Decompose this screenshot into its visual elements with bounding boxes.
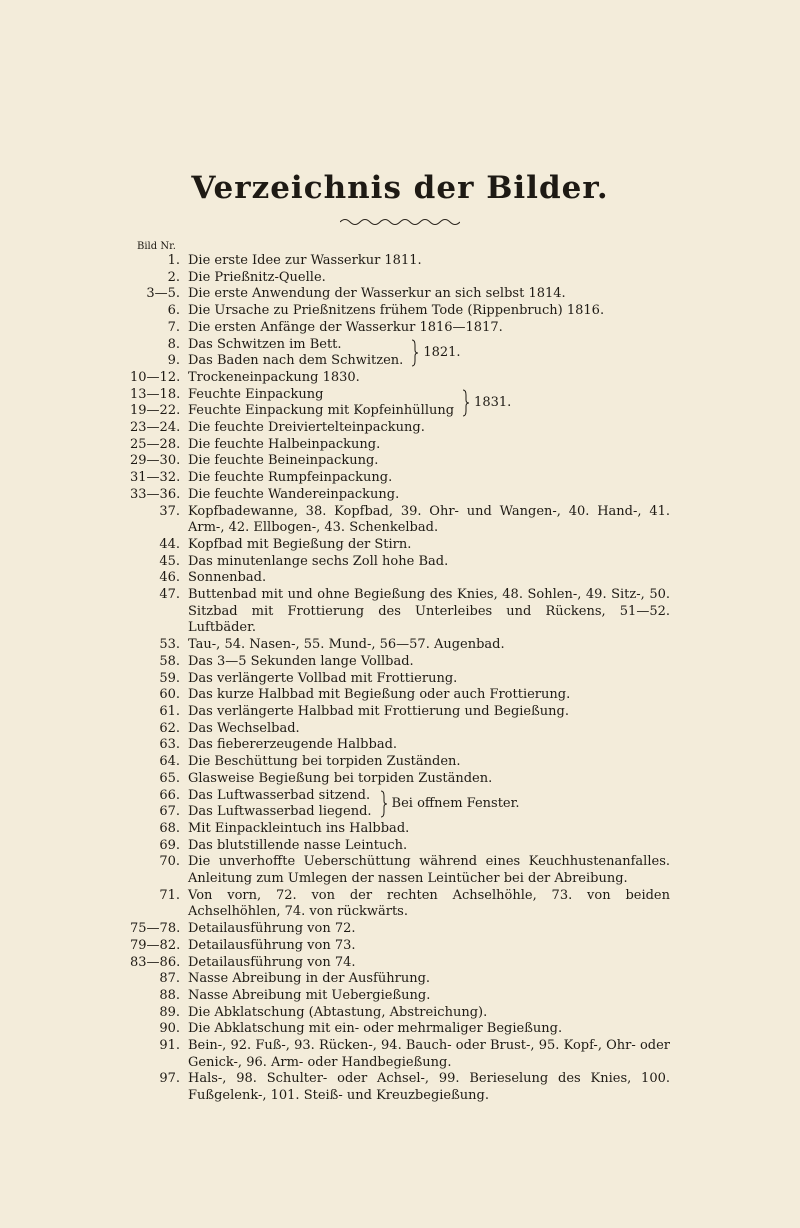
bracket-label: 1831. [474, 394, 512, 410]
entry-text: Das fiebererzeugende Halbbad. [188, 737, 398, 753]
list-item [130, 504, 670, 537]
list-item [130, 821, 670, 838]
entry-text: Feuchte Einpackung mit Kopfeinhüllung [188, 403, 455, 419]
list-item [130, 320, 670, 337]
entry-text: Das 3—5 Sekunden lange Vollbad. [188, 653, 414, 669]
bracket-label: 1821. [423, 344, 461, 360]
entry-text: Sonnenbad. [188, 570, 267, 586]
list-item [130, 370, 670, 387]
entry-number: 62. [159, 720, 180, 736]
entry-number: 89. [159, 1004, 180, 1020]
entry-text: Nasse Abreibung in der Ausführung. [188, 971, 431, 987]
list-item [130, 721, 670, 738]
entry-number: 67. [159, 804, 180, 820]
list-item [130, 554, 670, 571]
entry-text: Buttenbad mit und ohne Begießung des Knies, 48. Sohlen-, 49. Sitz-, 50. Sitzbad mit Frottierung des Unterleibes und Rückens, 51—52. Luftbäder. [188, 587, 670, 636]
entry-number: 1. [167, 253, 180, 268]
entry-number: 53. [159, 637, 180, 653]
entry-text: Das kurze Halbbad mit Begießung oder auch Frottierung. [188, 687, 571, 703]
list-item [130, 587, 670, 637]
entry-list-a [130, 253, 670, 337]
right-brace [411, 339, 419, 367]
entry-text: Die erste Anwendung der Wasserkur an sich selbst 1814. [188, 286, 566, 302]
entry-text: Die erste Idee zur Wasserkur 1811. [188, 253, 422, 268]
entry-text: Die feuchte Beineinpackung. [188, 453, 379, 469]
entry-text: Das Schwitzen im Bett. [188, 336, 342, 352]
list-item [130, 303, 670, 320]
entry-text: Die Prießnitz-Quelle. [188, 269, 326, 285]
entry-text: Das Luftwasserbad liegend. [188, 804, 372, 820]
entry-text: Nasse Abreibung mit Uebergießung. [188, 987, 431, 1003]
entry-number: 29—30. [130, 453, 181, 469]
list-item [130, 437, 670, 454]
entry-number: 58. [159, 653, 180, 669]
list-item [130, 1005, 670, 1022]
list-item [130, 1021, 670, 1038]
list-item [130, 938, 670, 955]
entry-number: 65. [159, 770, 180, 786]
list-item [130, 537, 670, 554]
list-item [130, 403, 454, 420]
entry-number: 68. [159, 820, 180, 836]
entry-text: Detailausführung von 72. [188, 921, 356, 937]
entry-text: Feuchte Einpackung [188, 386, 324, 402]
entry-number: 61. [159, 703, 180, 719]
entry-number: 8. [167, 336, 180, 352]
entry-number: 97. [159, 1071, 180, 1087]
table-of-contents [130, 253, 670, 1105]
entry-text: Die feuchte Wandereinpackung. [188, 486, 400, 502]
list-item [130, 253, 670, 270]
list-item [130, 771, 670, 788]
list-item [130, 1071, 670, 1104]
list-item [130, 754, 670, 771]
entry-text: Die unverhoffte Ueberschüttung während eines Keuchhustenanfalles. Anleitung zum Umlegen der nassen Leintücher bei der Abreibung. [188, 854, 670, 887]
entry-text: Das verlängerte Halbbad mit Frottierung und Begießung. [188, 703, 569, 719]
list-item [130, 654, 670, 671]
list-item [130, 971, 670, 988]
entry-number: 19—22. [130, 403, 181, 419]
entry-number: 83—86. [130, 954, 181, 970]
wavy-rule-ornament [340, 217, 460, 227]
entry-number: 6. [167, 303, 180, 319]
page-title: Verzeichnis der Bilder. [191, 170, 609, 206]
list-item [130, 671, 670, 688]
entry-list-c [130, 821, 670, 1105]
entry-text: Das Wechselbad. [188, 720, 300, 736]
list-item [130, 788, 372, 805]
entry-text: Die Beschüttung bei torpiden Zuständen. [188, 754, 461, 770]
list-item [130, 270, 670, 287]
column-header: Bild Nr. [137, 241, 176, 252]
entry-number: 59. [159, 670, 180, 686]
list-item [130, 955, 670, 972]
entry-number: 46. [159, 570, 180, 586]
entry-text: Hals-, 98. Schulter- oder Achsel-, 99. Berieselung des Knies, 100. Fußgelenk-, 101. Steiß- und Kreuzbegießung. [188, 1071, 670, 1104]
list-item [130, 337, 403, 354]
entry-number: 64. [159, 754, 180, 770]
entry-number: 60. [159, 687, 180, 703]
bracket-label: Bei offnem Fenster. [391, 795, 520, 811]
bracket-group-1831 [130, 387, 670, 420]
entry-text: Kopfbad mit Begießung der Stirn. [188, 536, 412, 552]
entry-text: Das Baden nach dem Schwitzen. [188, 353, 404, 369]
entry-text: Mit Einpackleintuch ins Halbbad. [188, 820, 410, 836]
entry-list-b [130, 420, 670, 787]
list-item [130, 888, 670, 921]
entry-text: Trockeneinpackung 1830. [188, 369, 360, 385]
right-brace [462, 389, 470, 417]
list-item [130, 988, 670, 1005]
entry-text: Das blutstillende nasse Leintuch. [188, 837, 408, 853]
entry-number: 69. [159, 837, 180, 853]
list-item [130, 570, 670, 587]
entry-text: Die feuchte Rumpfeinpackung. [188, 470, 393, 486]
entry-text: Das Luftwasserbad sitzend. [188, 787, 371, 803]
list-item [130, 687, 670, 704]
list-item [130, 286, 670, 303]
entry-number: 44. [159, 536, 180, 552]
entry-text: Glasweise Begießung bei torpiden Zuständen. [188, 770, 493, 786]
bracket-group-fenster [130, 788, 670, 821]
list-item [130, 470, 670, 487]
bracket-group-1821 [130, 337, 670, 370]
list-item [130, 387, 454, 404]
entry-number: 13—18. [130, 386, 181, 402]
list-item [130, 637, 670, 654]
entry-text: Das minutenlange sechs Zoll hohe Bad. [188, 553, 449, 569]
entry-number: 3—5. [146, 286, 180, 302]
entry-number: 47. [159, 587, 180, 603]
entry-number: 79—82. [130, 937, 181, 953]
entry-number: 31—32. [130, 470, 181, 486]
entry-number: 88. [159, 987, 180, 1003]
entry-number: 45. [159, 553, 180, 569]
entry-text: Die Abklatschung mit ein- oder mehrmaliger Begießung. [188, 1021, 563, 1037]
right-brace [380, 790, 388, 818]
entry-text: Die feuchte Halbeinpackung. [188, 436, 381, 452]
entry-text: Die feuchte Dreiviertelteinpackung. [188, 420, 425, 436]
list-item [130, 838, 670, 855]
entry-number: 70. [159, 854, 180, 870]
entry-text: Detailausführung von 73. [188, 937, 356, 953]
entry-number: 10—12. [130, 369, 181, 385]
entry-text: Das verlängerte Vollbad mit Frottierung. [188, 670, 458, 686]
entry-number: 37. [159, 503, 180, 519]
list-item [130, 921, 670, 938]
entry-number: 63. [159, 737, 180, 753]
list-item [130, 453, 670, 470]
entry-number: 87. [159, 971, 180, 987]
list-item [130, 854, 670, 887]
entry-number: 90. [159, 1021, 180, 1037]
entry-number: 33—36. [130, 486, 181, 502]
list-item [130, 804, 372, 821]
list-item [130, 487, 670, 504]
entry-text: Die Abklatschung (Abtastung, Abstreichung). [188, 1004, 488, 1020]
entry-text: Detailausführung von 74. [188, 954, 356, 970]
entry-number: 71. [159, 887, 180, 903]
list-item [130, 704, 670, 721]
list-item [130, 420, 670, 437]
entry-number: 23—24. [130, 420, 181, 436]
list-item [130, 353, 403, 370]
entry-text: Tau-, 54. Nasen-, 55. Mund-, 56—57. Augenbad. [188, 637, 505, 653]
entry-text: Kopfbadewanne, 38. Kopfbad, 39. Ohr- und Wangen-, 40. Hand-, 41. Arm-, 42. Ellbogen-, 43. Schenkelbad. [188, 503, 670, 536]
list-item [130, 1038, 670, 1071]
entry-text: Bein-, 92. Fuß-, 93. Rücken-, 94. Bauch- oder Brust-, 95. Kopf-, Ohr- oder Genick-, 96. Arm- oder Handbegießung. [188, 1038, 670, 1070]
entry-number: 9. [167, 353, 180, 369]
entry-text: Die ersten Anfänge der Wasserkur 1816—1817. [188, 319, 503, 335]
entry-number: 2. [167, 269, 180, 285]
entry-number: 7. [167, 319, 180, 335]
entry-number: 91. [159, 1038, 180, 1054]
entry-text: Von vorn, 72. von der rechten Achselhöhle, 73. von beiden Achselhöhlen, 74. von rückwärts. [188, 887, 670, 920]
entry-number: 66. [159, 787, 180, 803]
entry-text: Die Ursache zu Prießnitzens frühem Tode (Rippenbruch) 1816. [188, 303, 605, 319]
entry-number: 75—78. [130, 921, 181, 937]
entry-number: 25—28. [130, 436, 181, 452]
list-item [130, 737, 670, 754]
